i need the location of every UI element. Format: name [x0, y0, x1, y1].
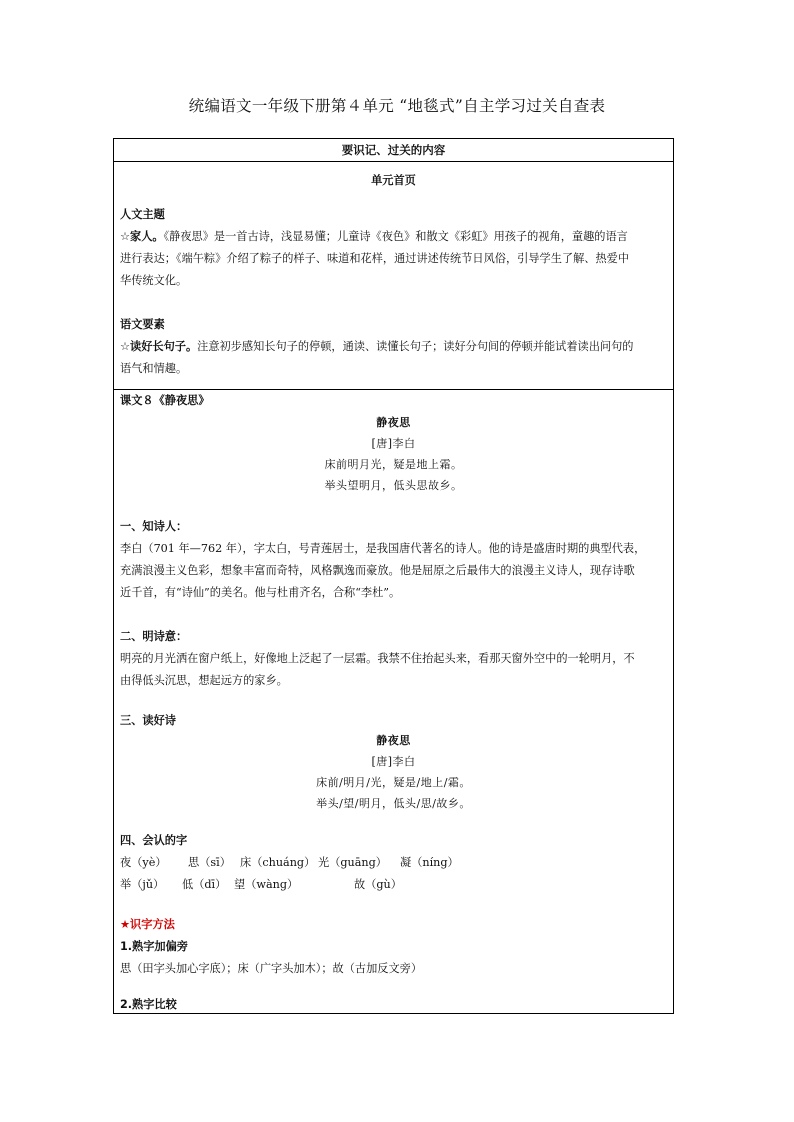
poem2-title: 静夜思 [376, 734, 411, 747]
theme-line-2: 进行表达；《端午粽》介绍了粽子的样子、味道和花样，通过讲述传统节日风俗，引导学生了解、热爱中 [120, 252, 630, 265]
poem2-line-2: 举头/望/明月，低头/思/故乡。 [316, 797, 471, 810]
char-item: 夜（yè） [120, 856, 167, 869]
s2-label: 二、明诗意： [120, 630, 188, 643]
poem2-author: [唐]李白 [371, 755, 416, 768]
theme-label: 人文主题 [120, 208, 165, 221]
poem2-line-1: 床前/明月/光，疑是/地上/霜。 [316, 776, 471, 789]
s1-line-3: 近千首，有“诗仙”的美名。他与杜甫齐名，合称“李杜”。 [120, 586, 401, 599]
char-item: 床（chuáng） [240, 856, 316, 869]
chars-row-1 [120, 852, 667, 874]
s2-line-2: 由得低头沉思，想起远方的家乡。 [120, 674, 288, 687]
poem-line-2: 举头望明月，低头思故乡。 [324, 479, 463, 492]
s3-label: 三、读好诗 [120, 714, 176, 727]
self-check-table [113, 138, 674, 1014]
chars-row-2 [120, 874, 667, 896]
char-item: 望（wàng） [234, 878, 299, 891]
elements-star: ☆读好长句子。 [120, 340, 198, 353]
m2-label: 2.熟字比较 [120, 998, 177, 1011]
char-item: 光（guāng） [318, 856, 387, 869]
table-header: 要识记、过关的内容 [114, 139, 673, 162]
method-label: ★识字方法 [120, 918, 175, 931]
m1-text: 思（田字头加心字底）；床（广字头加木）；故（古加反文旁） [120, 962, 423, 975]
s4-label: 四、会认的字 [120, 834, 188, 847]
char-item: 凝（níng） [400, 856, 459, 869]
theme-line-1: ☆家人。《静夜思》是一首古诗，浅显易懂；儿童诗《夜色》和散文《彩虹》用孩子的视角，童趣的语言 [120, 230, 628, 243]
theme-star: ☆家人。 [120, 230, 164, 243]
poem-author: [唐]李白 [371, 437, 416, 450]
char-item: 故（gù） [354, 878, 402, 891]
s1-line-1: 李白（701 年—762 年），字太白，号青莲居士，是我国唐代著名的诗人。他的诗是盛唐时期的典型代表， [120, 542, 646, 555]
char-item: 举（jǔ） [120, 878, 165, 891]
s1-label: 一、知诗人： [120, 520, 188, 533]
elements-line-1: ☆读好长句子。注意初步感知长句子的停顿，通读、读懂长句子；读好分句间的停顿并能试着读出问句的 [120, 340, 634, 353]
elements-label: 语文要素 [120, 318, 165, 331]
unit-intro-heading: 单元首页 [371, 174, 416, 187]
m1-label: 1.熟字加偏旁 [120, 940, 188, 953]
unit-intro-section [114, 162, 673, 390]
theme-line-3: 华传统文化。 [120, 274, 188, 287]
char-item: 低（dī） [182, 878, 227, 891]
poem-line-1: 床前明月光，疑是地上霜。 [324, 458, 463, 471]
document-title: 统编语文一年级下册第４单元 “地毯式”自主学习过关自查表 [188, 97, 606, 115]
char-item: 思（sī） [188, 856, 231, 869]
elements-line-2: 语气和情趣。 [120, 362, 188, 375]
lesson-title: 课文８《静夜思》 [120, 394, 210, 407]
s1-line-2: 充满浪漫主义色彩，想象丰富而奇特，风格飘逸而豪放。他是屈原之后最伟大的浪漫主义诗人，现存诗歌 [120, 564, 635, 577]
s2-line-1: 明亮的月光洒在窗户纸上，好像地上泛起了一层霜。我禁不住抬起头来，看那天窗外空中的一轮明月，不 [120, 652, 635, 665]
poem-title: 静夜思 [376, 416, 411, 429]
